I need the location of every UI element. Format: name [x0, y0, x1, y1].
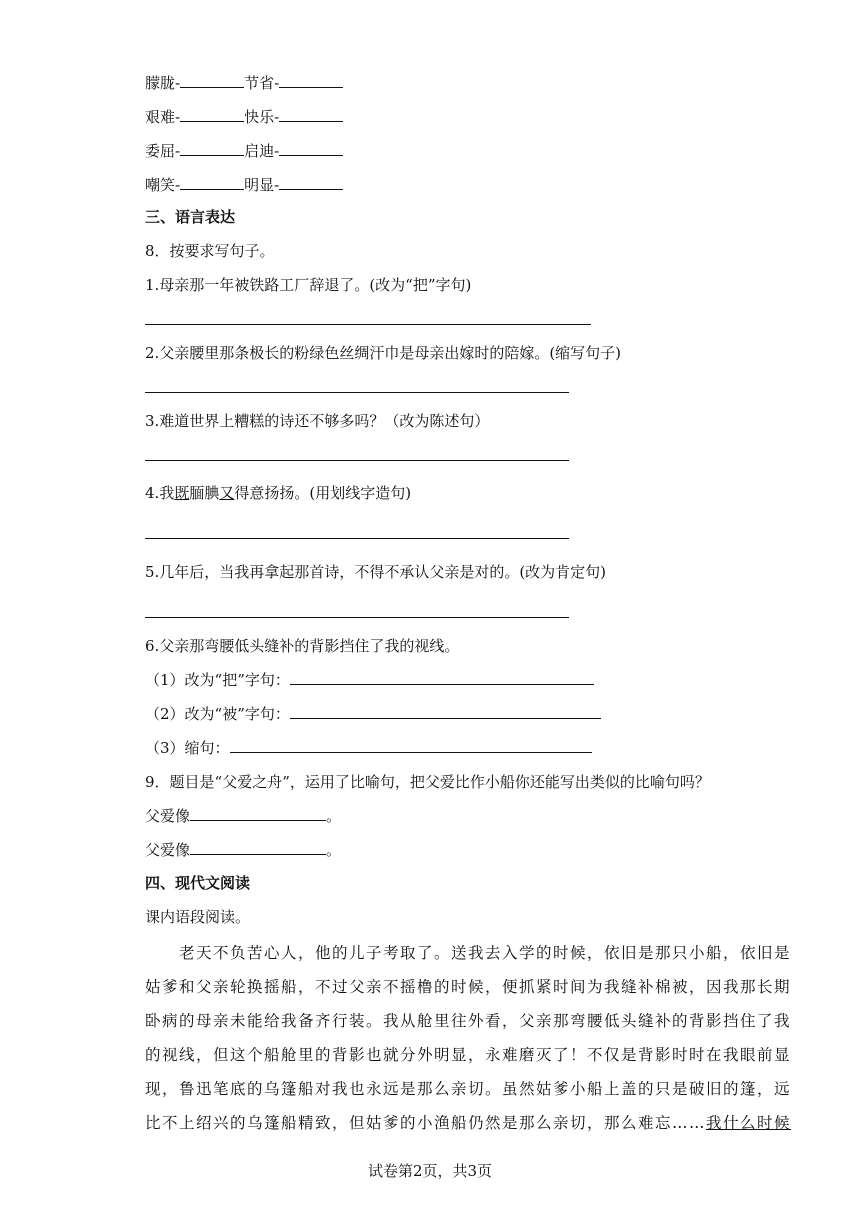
blank[interactable] — [180, 175, 244, 190]
vocab-word: 委屈- — [145, 142, 181, 160]
section-heading-4: 四、现代文阅读 — [145, 874, 251, 892]
period: 。 — [326, 841, 342, 859]
underlined-char: 既 — [174, 484, 190, 502]
metaphor-line-1 — [145, 806, 341, 826]
vocab-word: 启迪- — [244, 142, 280, 160]
sentence-5: 5.几年后，当我再拿起那首诗，不得不承认父亲是对的。(改为肯定句) — [145, 563, 607, 581]
answer-line-2[interactable] — [145, 392, 569, 393]
sentence-6-part-1 — [145, 670, 594, 690]
passage-line: 现，鲁迅笔底的乌篷船对我也永远是那么亲切。虽然姑爹小船上盖的只是破旧的篷，远 — [145, 1080, 792, 1098]
blank[interactable] — [180, 141, 244, 156]
answer-blank[interactable] — [290, 704, 601, 719]
answer-blank[interactable] — [230, 738, 592, 753]
section-heading-3: 三、语言表达 — [145, 208, 236, 226]
prompt-text: 父爱像 — [145, 841, 191, 859]
answer-line-1[interactable] — [145, 324, 591, 325]
sentence-text: 腼腆 — [189, 484, 220, 502]
answer-blank[interactable] — [290, 670, 594, 685]
passage-line: 的视线，但这个船舱里的背影也就分外明显，永难磨灭了！不仅是背影时时在我眼前显 — [145, 1046, 792, 1064]
sentence-6: 6.父亲那弯腰低头缝补的背影挡住了我的视线。 — [145, 637, 460, 655]
blank[interactable] — [279, 175, 343, 190]
underlined-phrase: 我什么时候 — [706, 1114, 792, 1132]
blank[interactable] — [279, 141, 343, 156]
sentence-text: 得意扬扬。(用划线字造句) — [234, 484, 412, 502]
sentence-1: 1.母亲那一年被铁路工厂辞退了。(改为“把”字句) — [145, 276, 472, 294]
vocab-word: 快乐- — [244, 108, 280, 126]
passage-text: 比不上绍兴的乌篷船精致，但姑爹的小渔船仍然是那么亲切，那么难忘…… — [145, 1114, 707, 1132]
underlined-char: 又 — [219, 484, 235, 502]
answer-line-4[interactable] — [145, 538, 569, 539]
sentence-3: 3.难道世界上糟糕的诗还不够多吗？（改为陈述句） — [145, 412, 490, 430]
answer-blank[interactable] — [190, 806, 326, 821]
passage-line: 卧病的母亲未能给我备齐行装。我从舱里往外看，父亲那弯腰低头缝补的背影挡住了我 — [145, 1012, 792, 1030]
vocab-row-4 — [145, 175, 343, 195]
vocab-word: 节省- — [244, 74, 280, 92]
question-8-title: 8．按要求写句子。 — [145, 242, 275, 260]
blank[interactable] — [180, 73, 244, 88]
passage-line: 老天不负苦心人，他的儿子考取了。送我去入学的时候，依旧是那只小船，依旧是 — [145, 944, 792, 962]
answer-blank[interactable] — [190, 840, 326, 855]
vocab-word: 朦胧- — [145, 74, 181, 92]
sub-question-label: （2）改为“被”字句： — [145, 705, 290, 723]
sentence-text: 4.我 — [145, 484, 175, 502]
sub-question-label: （3）缩句： — [145, 739, 230, 757]
answer-line-5[interactable] — [145, 617, 569, 618]
sentence-6-part-3 — [145, 738, 592, 758]
vocab-row-3 — [145, 141, 343, 161]
passage-line-last — [145, 1111, 792, 1133]
blank[interactable] — [279, 73, 343, 88]
sub-question-label: （1）改为“把”字句： — [145, 671, 290, 689]
sentence-6-part-2 — [145, 704, 601, 724]
metaphor-line-2 — [145, 840, 341, 860]
vocab-word: 明显- — [244, 176, 280, 194]
period: 。 — [326, 807, 342, 825]
blank[interactable] — [279, 107, 343, 122]
vocab-row-2 — [145, 107, 343, 127]
prompt-text: 父爱像 — [145, 807, 191, 825]
vocab-row-1 — [145, 73, 343, 93]
sentence-4 — [145, 483, 411, 503]
vocab-word: 嘲笑- — [145, 176, 181, 194]
vocab-word: 艰难- — [145, 108, 181, 126]
question-9-title: 9．题目是“父爱之舟”，运用了比喻句，把父爱比作小船你还能写出类似的比喻句吗？ — [145, 773, 710, 791]
answer-line-3[interactable] — [145, 460, 569, 461]
page-footer: 试卷第2页，共3页 — [367, 1162, 493, 1180]
passage-line: 姑爹和父亲轮换摇船，不过父亲不摇橹的时候，便抓紧时间为我缝补棉被，因我那长期 — [145, 978, 792, 996]
blank[interactable] — [180, 107, 244, 122]
sentence-2: 2.父亲腰里那条极长的粉绿色丝绸汗巾是母亲出嫁时的陪嫁。(缩写句子) — [145, 344, 622, 362]
reading-intro: 课内语段阅读。 — [145, 908, 251, 926]
